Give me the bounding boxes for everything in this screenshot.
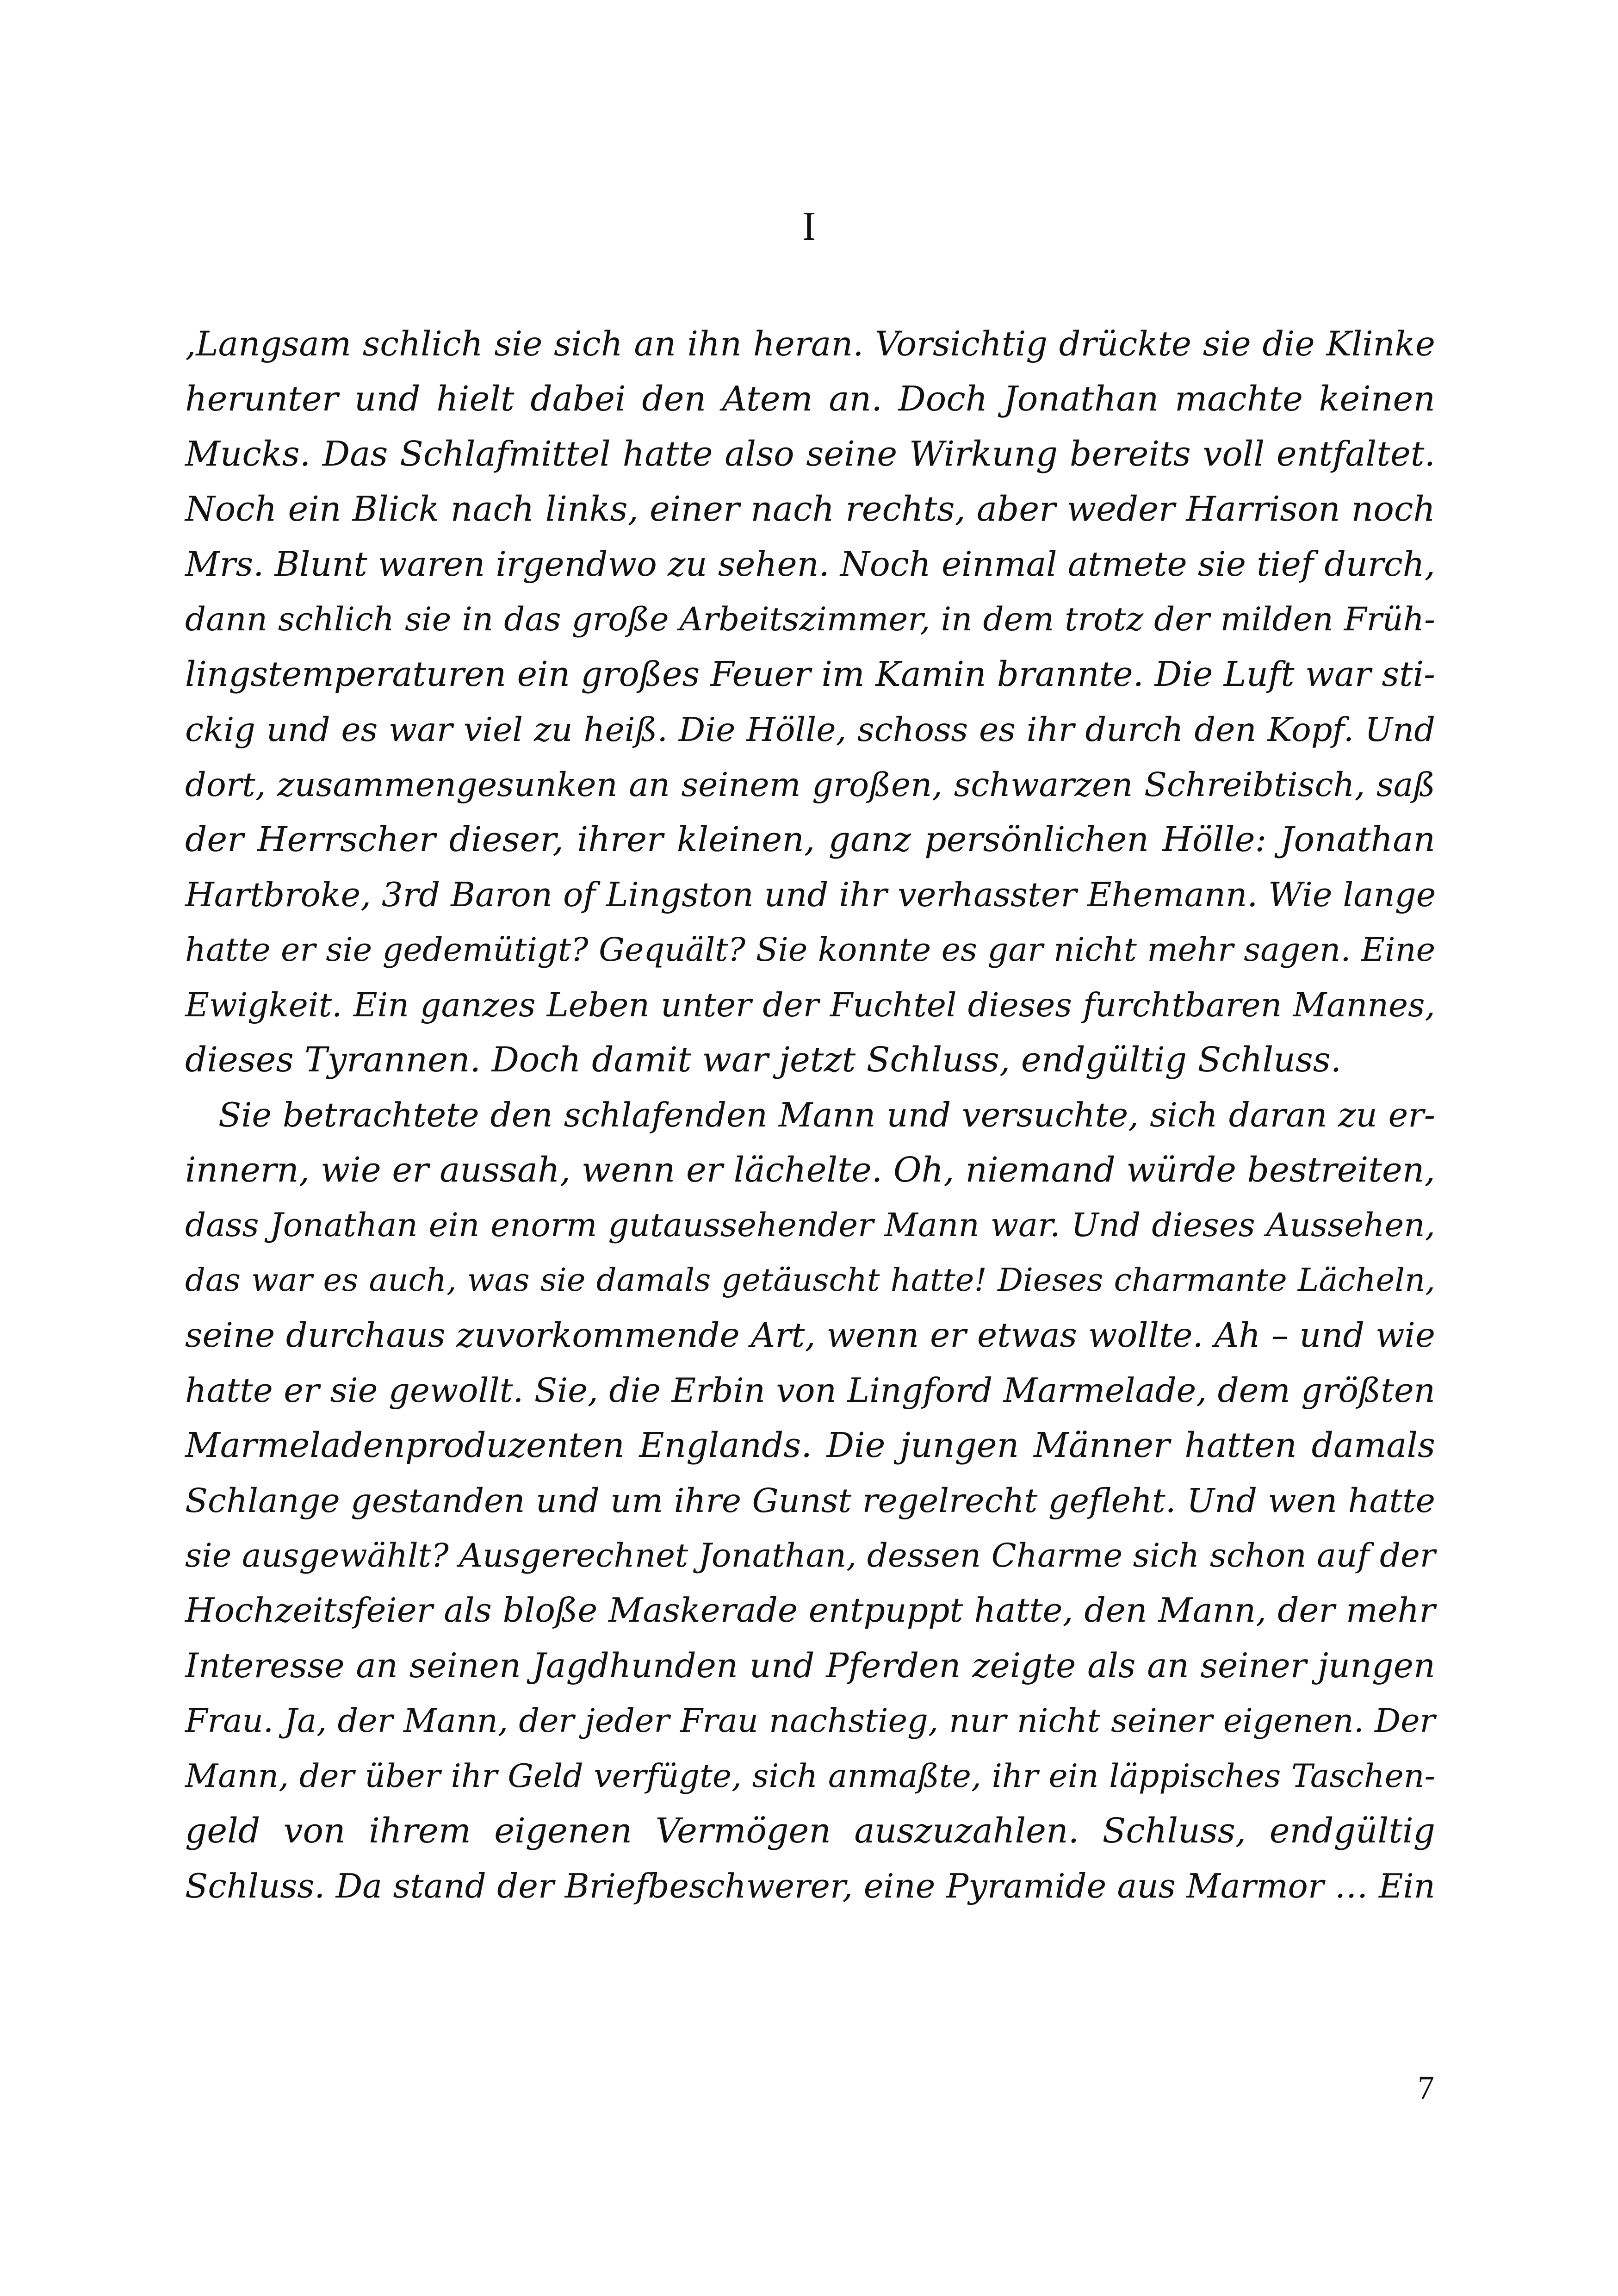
text-line: Mrs. Blunt waren irgendwo zu sehen. Noch einmal atmete sie tief durch, [185,545,1435,584]
text-line: innern, wie er aussah, wenn er lächelte. Oh, niemand würde bestreiten, [185,1150,1435,1190]
text-line: herunter und hielt dabei den Atem an. Doch Jonathan machte keinen [185,379,1435,419]
text-line: seine durchaus zuvorkommende Art, wenn er etwas wollte. Ah – und wie [185,1316,1435,1355]
text-line: geld von ihrem eigenen Vermögen auszuzahlen. Schluss, endgültig [185,1811,1435,1851]
text-line: dass Jonathan ein enorm gutaussehender Mann war. Und dieses Aussehen, [185,1206,1435,1244]
text-line: dieses Tyrannen. Doch damit war jetzt Schluss, endgültig Schluss. [185,1040,1342,1080]
text-line: lingstemperaturen ein großes Feuer im Kamin brannte. Die Luft war sti- [185,655,1435,694]
text-line: der Herrscher dieser, ihrer kleinen, ganz persönlichen Hölle: Jonathan [185,820,1435,859]
text-line: das war es auch, was sie damals getäuscht hatte! Dieses charmante Lächeln, [185,1262,1435,1299]
paragraph [185,1088,1435,1914]
text-line: ‚Langsam schlich sie sich an ihn heran. Vorsichtig drückte sie die Klinke [185,324,1435,364]
text-line: dann schlich sie in das große Arbeitszimmer, in dem trotz der milden Früh- [185,600,1435,638]
text-line: hatte er sie gedemütigt? Gequält? Sie konnte es gar nicht mehr sagen. Eine [185,931,1435,969]
text-line: Sie betrachtete den schlafenden Mann und versuchte, sich daran zu er- [218,1095,1435,1134]
text-line: Noch ein Blick nach links, einer nach rechts, aber weder Harrison noch [185,489,1435,529]
text-line: dort, zusammengesunken an seinem großen, schwarzen Schreibtisch, saß [185,765,1435,804]
body-text [185,317,1435,1914]
text-line: Marmeladenproduzenten Englands. Die jungen Männer hatten damals [185,1425,1435,1465]
text-line: Interesse an seinen Jagdhunden und Pferden zeigte als an seiner jungen [185,1646,1435,1686]
chapter-number: I [802,204,816,249]
text-line: ckig und es war viel zu heiß. Die Hölle, schoss es ihr durch den Kopf. Und [185,710,1435,749]
text-line: Hochzeitsfeier als bloße Maskerade entpuppt hatte, den Mann, der mehr [185,1591,1435,1630]
text-line: Ewigkeit. Ein ganzes Leben unter der Fuchtel dieses furchtbaren Mannes, [185,986,1435,1024]
text-line: Schluss. Da stand der Briefbeschwerer, eine Pyramide aus Marmor … Ein [185,1867,1435,1905]
text-line: Mucks. Das Schlafmittel hatte also seine Wirkung bereits voll entfaltet. [185,434,1435,474]
page-number: 7 [1418,2069,1434,2106]
paragraph [185,317,1435,1088]
text-line: Schlange gestanden und um ihre Gunst regelrecht gefleht. Und wen hatte [185,1481,1435,1520]
text-line: hatte er sie gewollt. Sie, die Erbin von Lingford Marmelade, dem größten [185,1371,1435,1410]
text-line: Frau. Ja, der Mann, der jeder Frau nachstieg, nur nicht seiner eigenen. Der [185,1702,1435,1740]
text-line: Mann, der über ihr Geld verfügte, sich anmaßte, ihr ein läppisches Taschen- [185,1757,1435,1795]
text-line: sie ausgewählt? Ausgerechnet Jonathan, dessen Charme sich schon auf der [185,1537,1436,1574]
text-line: Hartbroke, 3rd Baron of Lingston und ihr verhasster Ehemann. Wie lange [185,875,1436,914]
